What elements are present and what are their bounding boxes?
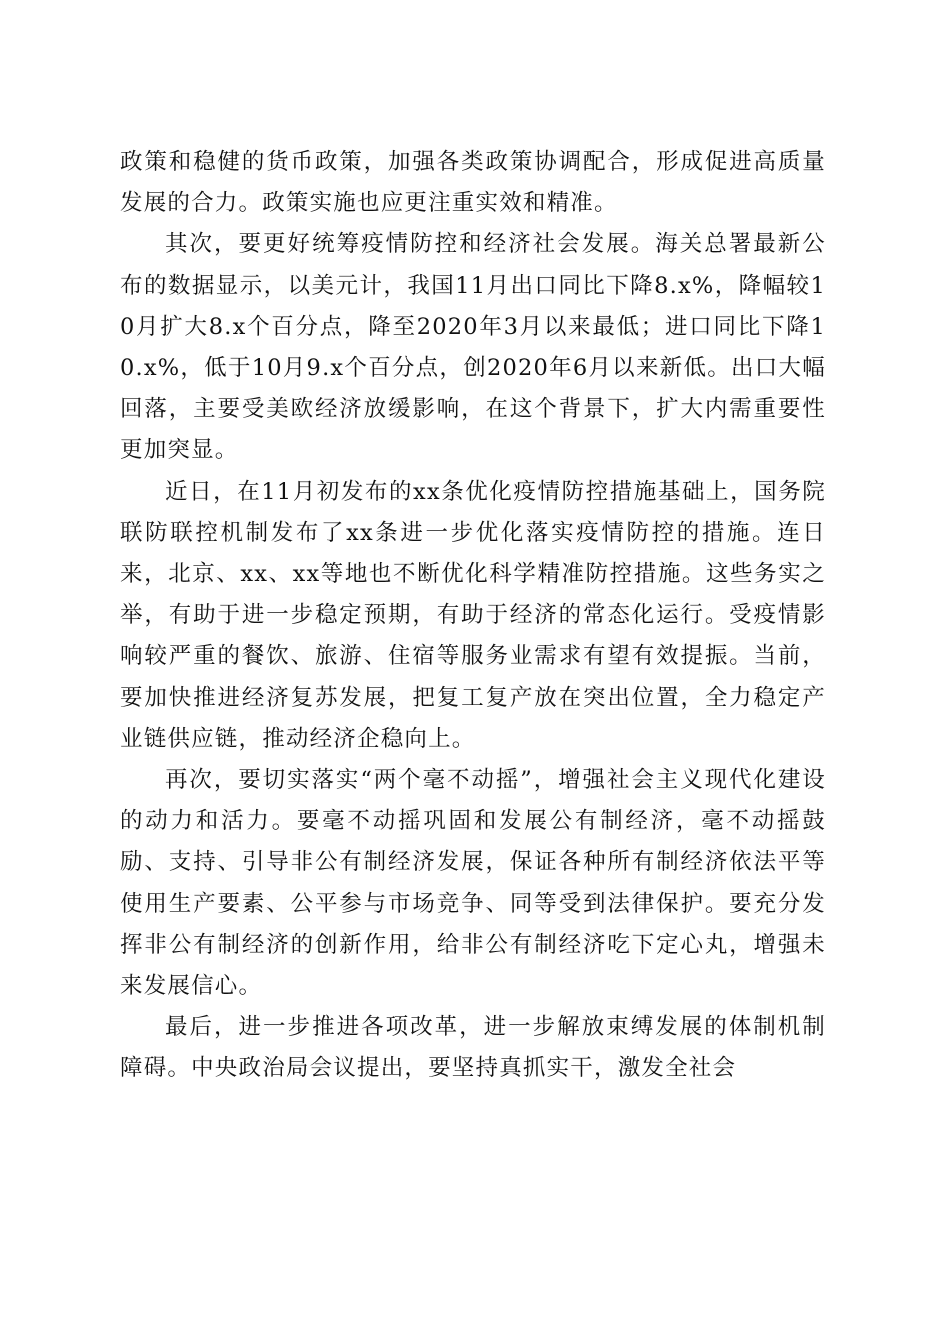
paragraph-continuation: 政策和稳健的货币政策，加强各类政策协调配合，形成促进高质量发展的合力。政策实施也应更注重实效和精准。	[120, 149, 826, 217]
paragraph-optimized-measures: 近日，在11月初发布的xx条优化疫情防控措施基础上，国务院联防联控机制发布了xx条进一步优化落实疫情防控的措施。连日来，北京、xx、xx等地也不断优化科学精准防控措施。这些务实之举，有助于进一步稳定预期，有助于经济的常态化运行。受疫情影响较严重的餐饮、旅游、住宿等服务业需求有望有效提振。当前，要加快推进经济复苏发展，把复工复产放在突出位置，全力稳定产业链供应链，推动经济企稳向上。	[120, 478, 826, 752]
paragraph-two-unwavering: 再次，要切实落实“两个毫不动摇”，增强社会主义现代化建设的动力和活力。要毫不动摇巩固和发展公有制经济，毫不动摇鼓励、支持、引导非公有制经济发展，保证各种所有制经济依法平等使用生产要素、公平参与市场竞争、同等受到法律保护。要充分发挥非公有制经济的创新作用，给非公有制经济吃下定心丸，增强未来发展信心。	[120, 767, 826, 1000]
paragraph-epidemic-economy: 其次，要更好统筹疫情防控和经济社会发展。海关总署最新公布的数据显示，以美元计，我国11月出口同比下降8.x%，降幅较10月扩大8.x个百分点，降至2020年3月以来最低；进口同比下降10.x%，低于10月9.x个百分点，创2020年6月以来新低。出口大幅回落，主要受美欧经济放缓影响，在这个背景下，扩大内需重要性更加突显。	[120, 231, 826, 464]
document-body	[120, 142, 826, 1090]
paragraph-reform: 最后，进一步推进各项改革，进一步解放束缚发展的体制机制障碍。中央政治局会议提出，要坚持真抓实干，激发全社会	[120, 1014, 826, 1082]
